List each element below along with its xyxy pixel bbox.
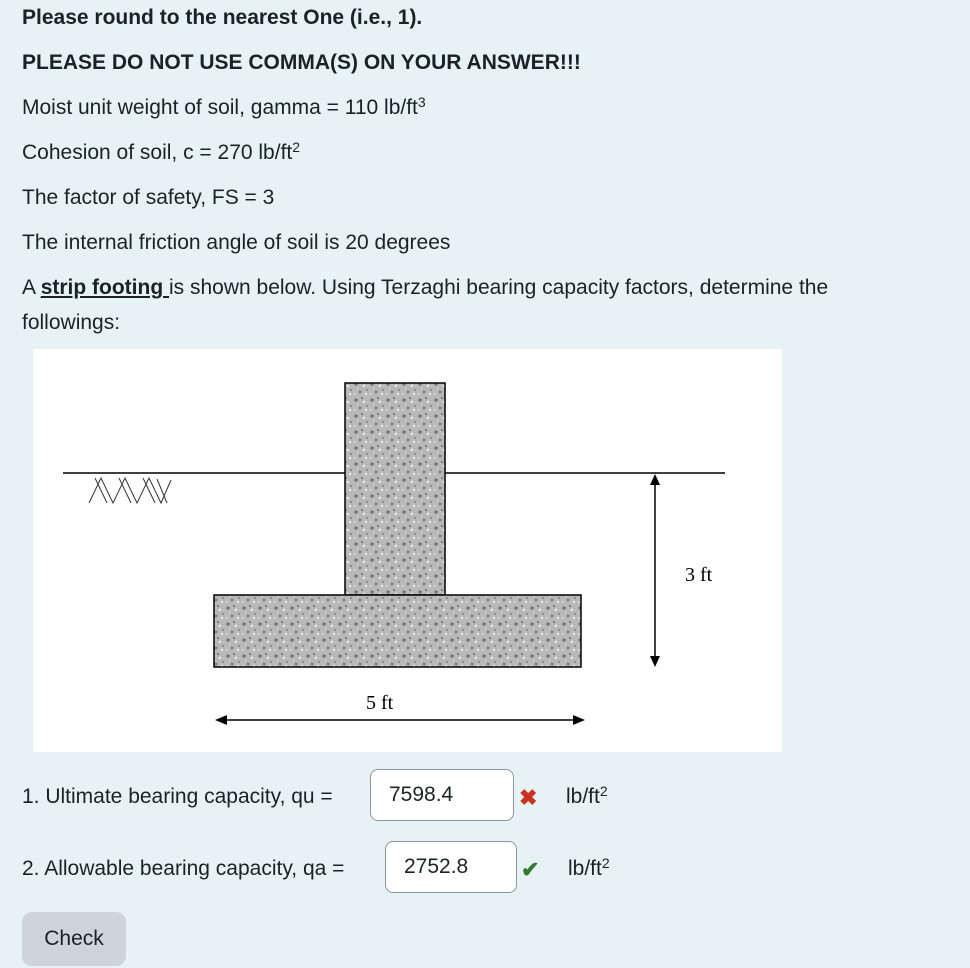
footing-diagram [33,349,782,752]
width-arrow-left [215,715,227,725]
no-comma-instruction: PLEASE DO NOT USE COMMA(S) ON YOUR ANSWER!!! [22,51,581,74]
question-2-unit-text: lb/ft [568,857,602,880]
allowable-bearing-capacity-input[interactable] [385,841,517,893]
given-factor-of-safety: The factor of safety, FS = 3 [22,186,275,209]
question-1-unit-exp: 2 [599,783,608,799]
width-arrow-right [573,715,585,725]
problem-prompt-continued: followings: [22,311,121,334]
question-1-unit [566,783,608,811]
width-label: 5 ft [366,692,394,714]
footing-base [214,595,581,667]
depth-arrow-bottom [650,656,660,667]
footing-diagram-svg [33,349,782,752]
strip-footing-emphasis: strip footing [40,276,169,299]
question-1-unit-text: lb/ft [566,785,600,808]
question-1-label: 1. Ultimate bearing capacity, qu = [22,785,333,808]
ultimate-bearing-capacity-input[interactable] [370,769,514,821]
given-friction-angle: The internal friction angle of soil is 20 degrees [22,231,451,254]
ground-hatch-symbol [89,478,171,503]
correct-icon: ✔ [521,857,540,882]
given-gamma-text: Moist unit weight of soil, gamma = 110 lb/ft [22,96,418,119]
depth-label: 3 ft [685,564,713,586]
rounding-instruction: Please round to the nearest One (i.e., 1). [22,6,423,29]
given-cohesion-exp: 2 [292,139,301,155]
given-cohesion [22,139,300,167]
question-2-unit-exp: 2 [601,855,610,871]
problem-prompt [22,274,828,302]
prompt-post: is shown below. Using Terzaghi bearing capacity factors, determine the [169,276,829,299]
footing-column [345,383,445,595]
incorrect-icon: ✖ [519,785,538,810]
depth-arrow-top [650,474,660,485]
question-2-label: 2. Allowable bearing capacity, qa = [22,857,345,880]
check-button[interactable]: Check [22,912,126,966]
given-gamma-exp: 3 [417,94,426,110]
given-cohesion-text: Cohesion of soil, c = 270 lb/ft [22,141,293,164]
given-gamma [22,94,426,122]
prompt-pre: A [22,276,41,299]
question-2-unit [568,855,610,883]
